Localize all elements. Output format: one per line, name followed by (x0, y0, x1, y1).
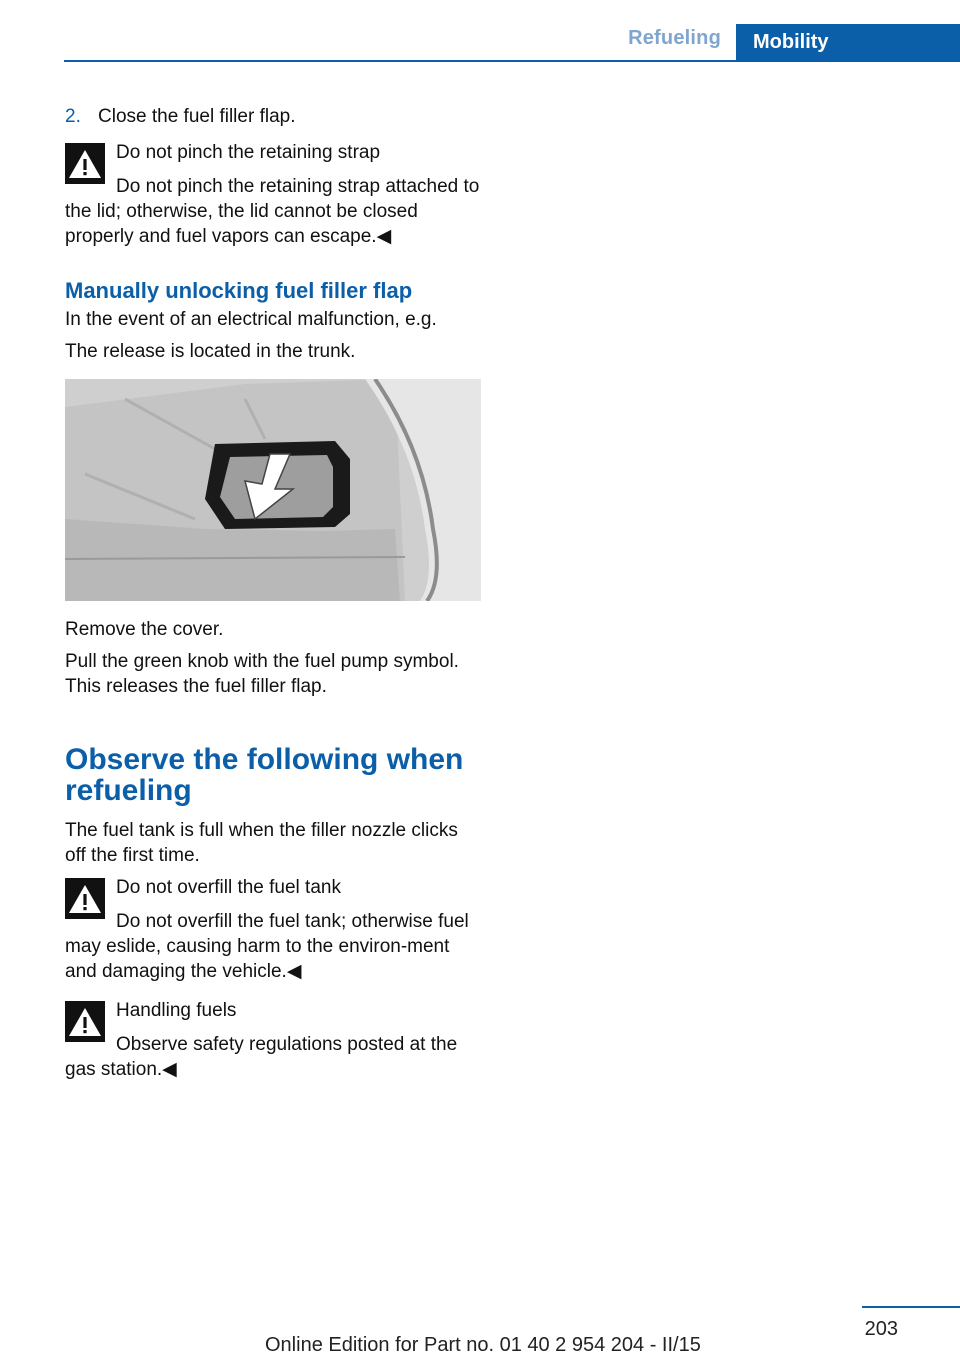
warning-title: Do not pinch the retaining strap (116, 142, 381, 163)
section-heading-manual-unlock: Manually unlocking fuel filler flap (65, 278, 413, 303)
footer-rule (862, 1306, 960, 1308)
page-number: 203 (864, 1318, 898, 1340)
header-chapter-tab: Mobility (736, 24, 960, 61)
main-column (65, 104, 481, 1091)
warning-triangle-icon (65, 878, 105, 919)
trunk-release-photo (65, 379, 481, 601)
warning-overfill (65, 875, 481, 984)
header-rule (64, 60, 960, 62)
warning-handling-fuels (65, 998, 481, 1082)
paragraph-pull-knob: Pull the green knob with the fuel pump symbol. This releases the fuel filler flap. (65, 651, 459, 697)
warning-title: Do not overfill the fuel tank (116, 877, 341, 898)
section-heading-observe: Observe the following when refueling (65, 743, 464, 807)
warning-text: Do not pinch the retaining strap attached to the lid; otherwise, the lid cannot be closed properly and fuel vapors can escape.◀ (65, 176, 480, 247)
warning-title: Handling fuels (116, 1000, 237, 1021)
paragraph-remove-cover: Remove the cover. (65, 619, 224, 640)
paragraph-tank-full: The fuel tank is full when the filler nozzle clicks off the first time. (65, 820, 458, 866)
warning-text: Observe safety regulations posted at the gas station.◀ (65, 1034, 458, 1080)
warning-triangle-icon (65, 1001, 105, 1042)
edition-footer: Online Edition for Part no. 01 40 2 954 204 - II/15 (265, 1334, 701, 1356)
paragraph-malfunction: In the event of an electrical malfunction, e.g. (65, 309, 437, 330)
paragraph-release-location: The release is located in the trunk. (65, 341, 356, 362)
warning-pinch-strap (65, 140, 481, 249)
step-2 (65, 104, 481, 129)
warning-triangle-icon (65, 143, 105, 184)
step-number: 2. (65, 106, 81, 127)
step-text: Close the fuel filler flap. (98, 106, 296, 127)
header-section-title: Refueling (628, 27, 721, 49)
warning-text: Do not overfill the fuel tank; otherwise fuel may eslide, causing harm to the environ-ment and damaging the vehicle.◀ (65, 911, 469, 982)
